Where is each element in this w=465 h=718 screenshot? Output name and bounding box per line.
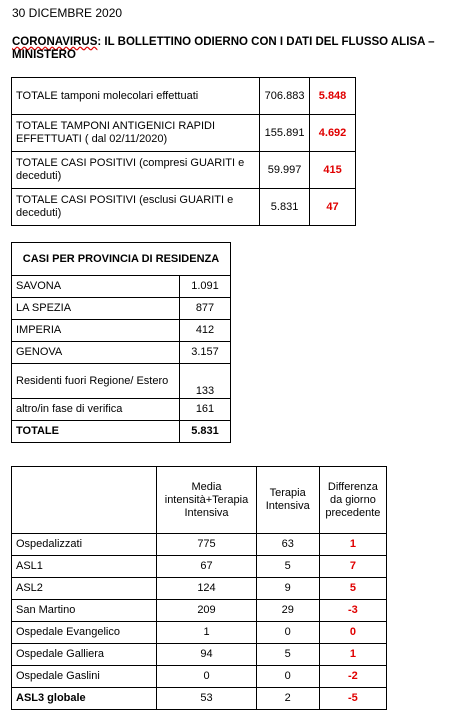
province-label: SAVONA — [12, 276, 180, 298]
hospital-ti: 5 — [256, 644, 319, 666]
hospital-ti: 29 — [256, 600, 319, 622]
hospital-label: ASL2 — [12, 578, 157, 600]
summary-total: 59.997 — [260, 152, 310, 189]
province-label: GENOVA — [12, 342, 180, 364]
province-value: 5.831 — [180, 421, 231, 443]
summary-total: 5.831 — [260, 189, 310, 226]
summary-change: 5.848 — [310, 78, 356, 115]
hospital-diff: 1 — [319, 644, 386, 666]
hospital-row — [12, 600, 387, 622]
province-value: 3.157 — [180, 342, 231, 364]
province-value: 1.091 — [180, 276, 231, 298]
province-row — [12, 320, 231, 342]
hospital-diff: 7 — [319, 556, 386, 578]
hospital-ti: 5 — [256, 556, 319, 578]
summary-table — [11, 77, 356, 226]
province-label: altro/in fase di verifica — [12, 399, 180, 421]
hospital-ti: 0 — [256, 622, 319, 644]
hospital-header-blank — [12, 467, 157, 534]
hospital-label: San Martino — [12, 600, 157, 622]
hospital-row — [12, 688, 387, 710]
hospital-diff: -2 — [319, 666, 386, 688]
summary-row — [12, 115, 356, 152]
hospital-label: Ospedalizzati — [12, 534, 157, 556]
province-row — [12, 399, 231, 421]
hospital-media: 94 — [157, 644, 256, 666]
province-total-row — [12, 421, 231, 443]
hospital-media: 53 — [157, 688, 256, 710]
bulletin-date: 30 DICEMBRE 2020 — [12, 6, 123, 20]
summary-label: TOTALE tamponi molecolari effettuati — [12, 78, 260, 115]
province-row — [12, 298, 231, 320]
province-label: LA SPEZIA — [12, 298, 180, 320]
hospital-label: Ospedale Gaslini — [12, 666, 157, 688]
province-label: Residenti fuori Regione/ Estero — [12, 364, 180, 399]
hospital-label: Ospedale Galliera — [12, 644, 157, 666]
summary-total: 706.883 — [260, 78, 310, 115]
hospital-diff: -3 — [319, 600, 386, 622]
summary-change: 4.692 — [310, 115, 356, 152]
hospital-label: ASL3 globale — [12, 688, 157, 710]
hospital-header-ti: Terapia Intensiva — [256, 467, 319, 534]
bulletin-title — [12, 36, 457, 62]
province-header: CASI PER PROVINCIA DI RESIDENZA — [12, 243, 231, 276]
hospital-diff: -5 — [319, 688, 386, 710]
province-row — [12, 276, 231, 298]
hospital-ti: 0 — [256, 666, 319, 688]
summary-row — [12, 152, 356, 189]
summary-change: 47 — [310, 189, 356, 226]
summary-row — [12, 189, 356, 226]
hospital-media: 0 — [157, 666, 256, 688]
summary-label: TOTALE CASI POSITIVI (compresi GUARITI e deceduti) — [12, 152, 260, 189]
hospital-media: 124 — [157, 578, 256, 600]
summary-total: 155.891 — [260, 115, 310, 152]
summary-label: TOTALE CASI POSITIVI (esclusi GUARITI e deceduti) — [12, 189, 260, 226]
hospital-ti: 2 — [256, 688, 319, 710]
summary-label: TOTALE TAMPONI ANTIGENICI RAPIDI EFFETTUATI ( dal 02/11/2020) — [12, 115, 260, 152]
hospital-media: 67 — [157, 556, 256, 578]
hospital-row — [12, 622, 387, 644]
province-value: 877 — [180, 298, 231, 320]
province-value: 133 — [180, 364, 231, 399]
hospital-header-diff: Differenza da giorno precedente — [319, 467, 386, 534]
province-label: IMPERIA — [12, 320, 180, 342]
hospital-table — [11, 466, 387, 710]
hospital-row — [12, 644, 387, 666]
hospital-row — [12, 666, 387, 688]
hospital-header-row — [12, 467, 387, 534]
province-header-row — [12, 243, 231, 276]
hospital-label: Ospedale Evangelico — [12, 622, 157, 644]
hospital-row — [12, 578, 387, 600]
hospital-header-media: Media intensità+Terapia Intensiva — [157, 467, 256, 534]
hospital-label: ASL1 — [12, 556, 157, 578]
title-rest: : IL BOLLETTINO ODIERNO CON I DATI DEL FLUSSO ALISA – MINISTERO — [12, 36, 435, 61]
province-value: 412 — [180, 320, 231, 342]
province-value: 161 — [180, 399, 231, 421]
province-table — [11, 242, 231, 443]
hospital-ti: 63 — [256, 534, 319, 556]
province-row — [12, 342, 231, 364]
hospital-row — [12, 534, 387, 556]
hospital-media: 209 — [157, 600, 256, 622]
province-label: TOTALE — [12, 421, 180, 443]
hospital-ti: 9 — [256, 578, 319, 600]
hospital-diff: 5 — [319, 578, 386, 600]
summary-row — [12, 78, 356, 115]
hospital-media: 775 — [157, 534, 256, 556]
province-row — [12, 364, 231, 399]
hospital-diff: 0 — [319, 622, 386, 644]
hospital-media: 1 — [157, 622, 256, 644]
summary-change: 415 — [310, 152, 356, 189]
title-keyword: CORONAVIRUS — [12, 36, 98, 48]
hospital-row — [12, 556, 387, 578]
hospital-diff: 1 — [319, 534, 386, 556]
